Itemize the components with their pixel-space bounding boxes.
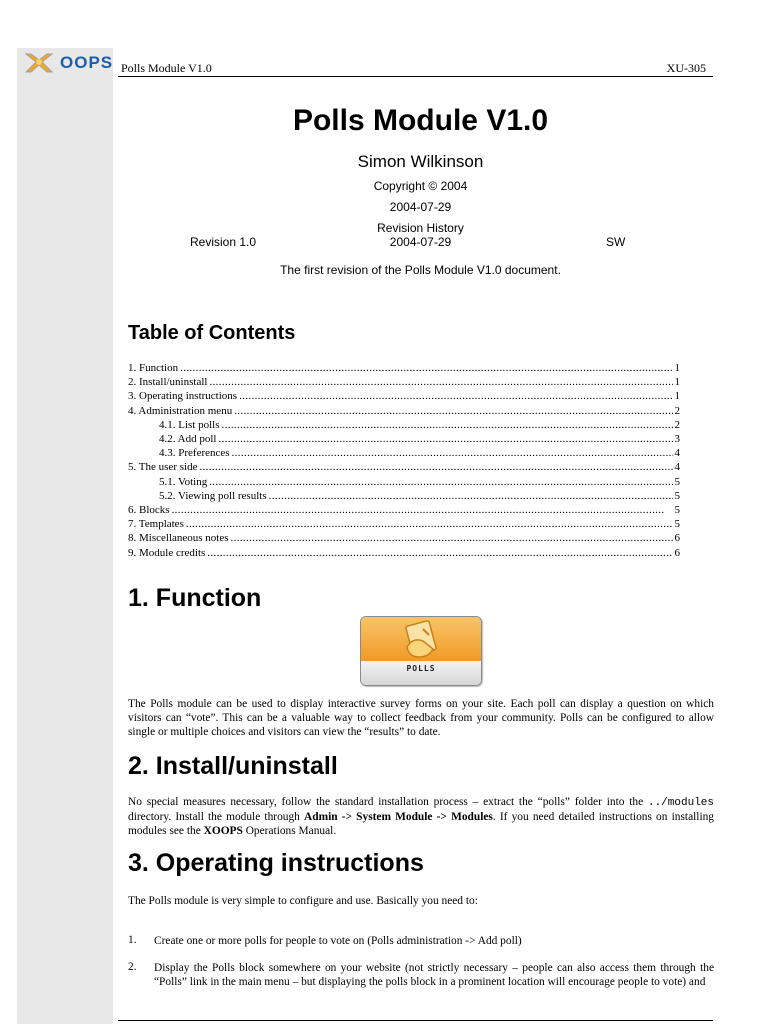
toc-entry-page: 4 [674, 461, 680, 474]
step-text: Display the Polls block somewhere on your website (not strictly necessary – people can also access them through the “Polls” link in the main menu – but displaying the polls block in a prominent location will encourage people to vote) and [154, 962, 714, 988]
toc-entry[interactable] [128, 389, 680, 403]
table-of-contents [128, 361, 680, 560]
toc-entry-label: 5. The user side [128, 461, 198, 474]
toc-entry-page: 2 [674, 418, 680, 431]
install-paragraph: No special measures necessary, follow the standard installation process – extract the “polls” folder into the ../modules directory. Install the module through Admin -> System Module -> Modules. If you need detailed instructions on installing modules see the XOOPS Operations Manual. [128, 796, 715, 837]
toc-entry[interactable] [128, 446, 680, 460]
toc-entry-label: 3. Operating instructions [128, 390, 238, 403]
toc-entry[interactable] [128, 418, 680, 432]
step-number: 1. [128, 934, 137, 946]
xoops-brand: XOOPS [203, 825, 243, 837]
admin-menu-path: Admin -> System Module -> Modules [304, 811, 493, 823]
toc-heading: Table of Contents [128, 322, 296, 344]
section-function-heading: 1. Function [128, 584, 262, 612]
xoops-x-icon [22, 50, 58, 76]
toc-leader-dots [239, 389, 672, 403]
toc-entry-label: 7. Templates [128, 518, 184, 531]
toc-leader-dots [222, 418, 673, 432]
toc-entry-page: 1 [674, 390, 680, 403]
copyright: Copyright © 2004 [373, 179, 468, 193]
toc-entry-page: 5 [674, 489, 680, 502]
toc-entry-label: 4. Administration menu [128, 404, 233, 417]
toc-entry-page: 1 [674, 362, 680, 374]
toc-entry-page: 4 [674, 447, 680, 460]
polls-icon-label: POLLS [406, 664, 436, 673]
toc-leader-dots [209, 475, 672, 489]
revision-history-label: Revision History [377, 221, 464, 235]
toc-entry-label: 2. Install/uninstall [128, 376, 208, 389]
toc-entry-page: 2 [674, 404, 680, 417]
toc-entry[interactable] [128, 361, 680, 375]
toc-leader-dots [199, 460, 672, 474]
toc-entry-label: 4.3. Preferences [159, 447, 230, 460]
toc-entry-label: 5.1. Voting [159, 475, 208, 488]
toc-entry[interactable] [128, 475, 680, 489]
section-operating-heading: 3. Operating instructions [128, 849, 424, 877]
running-header-title: Polls Module V1.0 [121, 61, 212, 75]
toc-entry-page: 5 [674, 518, 680, 531]
document-title: Polls Module V1.0 [292, 104, 549, 137]
step-number: 2. [128, 961, 137, 973]
toc-entry[interactable] [128, 432, 680, 446]
toc-leader-dots [234, 404, 672, 418]
toc-entry-label: 9. Module credits [128, 546, 206, 559]
toc-entry-label: 4.1. List polls [159, 418, 220, 431]
toc-entry-label: 4.2. Add poll [159, 433, 217, 446]
revision-note: The first revision of the Polls Module V1.0 document. [280, 263, 561, 277]
toc-entry-label: 8. Miscellaneous notes [128, 532, 229, 545]
toc-entry[interactable] [128, 503, 680, 517]
toc-entry-label: 6. Blocks [128, 504, 170, 517]
toc-entry-page: 1 [674, 376, 680, 389]
logo-text: OOPS [60, 53, 114, 72]
toc-entry-page: 5 [674, 504, 680, 517]
revision-number: Revision 1.0 [190, 235, 257, 249]
toc-entry[interactable] [128, 546, 680, 560]
footer-rule [118, 1020, 713, 1021]
toc-entry-page: 5 [674, 475, 680, 488]
toc-entry[interactable] [128, 375, 680, 389]
toc-leader-dots [231, 531, 673, 545]
toc-entry[interactable] [128, 517, 680, 531]
toc-entry-label: 1. Function [128, 362, 179, 374]
toc-entry-label: 5.2. Viewing poll results [159, 489, 267, 502]
toc-entry-page: 6 [674, 546, 680, 559]
polls-module-icon [360, 616, 482, 686]
modules-path: ../modules [647, 797, 714, 809]
toc-leader-dots [232, 446, 673, 460]
xoops-logo [20, 50, 114, 76]
toc-entry[interactable] [128, 489, 680, 503]
document-author: Simon Wilkinson [357, 152, 484, 171]
revision-date: 2004-07-29 [389, 235, 452, 249]
toc-leader-dots [218, 432, 672, 446]
toc-leader-dots [186, 517, 673, 531]
toc-leader-dots [172, 503, 673, 517]
header-rule [118, 76, 713, 77]
step-text: Create one or more polls for people to vote on (Polls administration -> Add poll) [154, 935, 522, 947]
function-paragraph: The Polls module can be used to display interactive survey forms on your site. Each poll can display a question on which visitors can “vote”. This can be a valuable way to collect feedback from your community. Polls can be configured to allow single or multiple choices and visitors can view the “results” to date. [128, 698, 714, 738]
toc-entry-page: 6 [674, 532, 680, 545]
document-date: 2004-07-29 [389, 200, 452, 214]
toc-leader-dots [269, 489, 673, 503]
toc-leader-dots [180, 361, 672, 375]
toc-entry[interactable] [128, 404, 680, 418]
toc-leader-dots [209, 375, 672, 389]
section-install-heading: 2. Install/uninstall [128, 752, 338, 780]
toc-entry[interactable] [128, 531, 680, 545]
ballot-hand-icon [399, 619, 443, 661]
running-header-code: XU-305 [666, 61, 706, 75]
toc-entry-page: 3 [674, 433, 680, 446]
toc-leader-dots [207, 546, 672, 560]
left-sidebar [17, 48, 113, 1024]
toc-entry[interactable] [128, 460, 680, 474]
operating-intro: The Polls module is very simple to configure and use. Basically you need to: [128, 895, 478, 907]
revision-initials: SW [606, 235, 626, 249]
